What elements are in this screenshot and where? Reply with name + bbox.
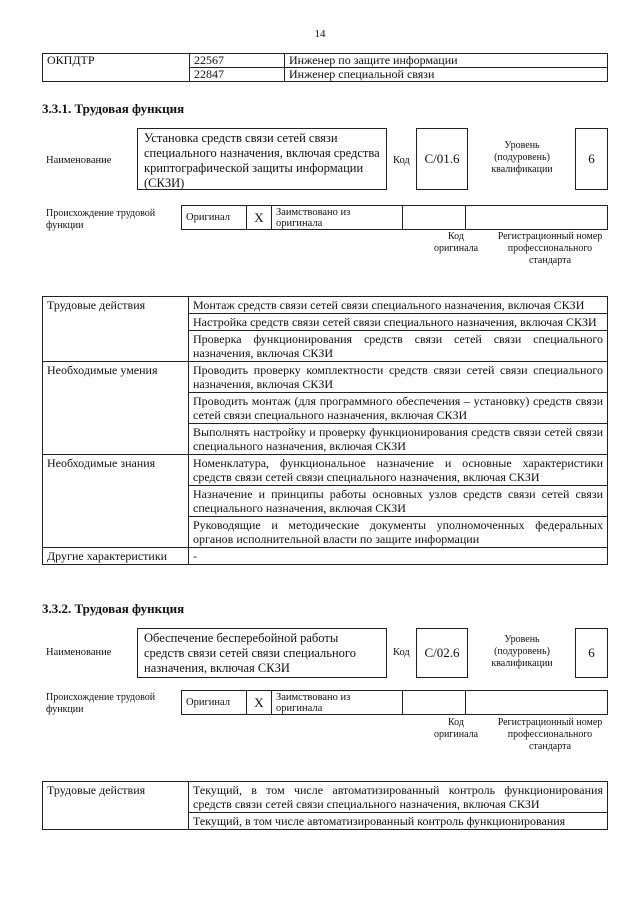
okpdtr-table (42, 53, 608, 82)
okpdtr-code: 22847 (190, 68, 285, 82)
category-cell: Другие характеристики (43, 548, 189, 565)
name-label: Наименование (46, 647, 112, 658)
level-label: Уровень (подуровень) квалификации (491, 634, 553, 669)
item-cell: Проверка функционирования средств связи сетей связи специального назначения, включая СКЗИ (189, 331, 608, 362)
original-label: Оригинал (182, 691, 247, 715)
okpdtr-name: Инженер специальной связи (285, 68, 608, 82)
table-row (43, 362, 608, 393)
reg-number-cell (466, 691, 608, 715)
okpdtr-name: Инженер по защите информации (285, 54, 608, 68)
original-label: Оригинал (182, 206, 247, 230)
code-original-cell (403, 691, 466, 715)
origin-table (181, 205, 608, 230)
okpdtr-row (43, 54, 608, 68)
original-mark: X (247, 691, 272, 715)
item-cell: Назначение и принципы работы основных узлов средств связи сетей связи специального назначения, включая СКЗИ (189, 486, 608, 517)
function-code-box: C/01.6 (416, 128, 468, 190)
function-name-box: Установка средств связи сетей связи специального назначения, включая средства криптографической защиты информации (СКЗИ) (137, 128, 387, 190)
okpdtr-code: 22567 (190, 54, 285, 68)
reg-number-caption: Регистрационный номер профессионального стандарта (497, 717, 603, 752)
table-row (43, 782, 608, 813)
item-cell: Текущий, в том числе автоматизированный контроль функционирования средств связи сетей связи специального назначения, включая СКЗИ (189, 782, 608, 813)
category-cell: Необходимые умения (43, 362, 189, 455)
table-row (43, 297, 608, 314)
item-cell: Номенклатура, функциональное назначение и основные характеристики средств связи сетей связи специального назначения, включая СКЗИ (189, 455, 608, 486)
item-cell: Проводить монтаж (для программного обеспечения – установку) средств связи сетей связи специального назначения, включая СКЗИ (189, 393, 608, 424)
code-label: Код (393, 155, 410, 166)
item-cell: Настройка средств связи сетей связи специального назначения, включая СКЗИ (189, 314, 608, 331)
item-cell: - (189, 548, 608, 565)
item-cell: Текущий, в том числе автоматизированный контроль функционирования (189, 813, 608, 830)
page-number: 14 (314, 28, 326, 40)
function-details-table (42, 296, 608, 565)
origin-label: Происхождение трудовой функции (46, 208, 156, 231)
table-row (43, 455, 608, 486)
function-level-box: 6 (575, 128, 608, 190)
okpdtr-label: ОКПДТР (43, 54, 190, 82)
table-row (43, 548, 608, 565)
item-cell: Руководящие и методические документы уполномоченных федеральных органов исполнительной власти по защите информации (189, 517, 608, 548)
borrowed-label: Заимствовано из оригинала (272, 206, 403, 230)
function-title: 3.3.1. Трудовая функция (42, 101, 185, 116)
code-original-caption: Код оригинала (433, 717, 479, 740)
code-original-cell (403, 206, 466, 230)
reg-number-caption: Регистрационный номер профессионального стандарта (497, 231, 603, 266)
name-label: Наименование (46, 155, 112, 166)
level-label: Уровень (подуровень) квалификации (491, 140, 553, 175)
function-title: 3.3.2. Трудовая функция (42, 601, 185, 616)
original-mark: X (247, 206, 272, 230)
function-level-box: 6 (575, 628, 608, 678)
category-cell: Трудовые действия (43, 782, 189, 830)
reg-number-cell (466, 206, 608, 230)
origin-label: Происхождение трудовой функции (46, 692, 156, 715)
category-cell: Трудовые действия (43, 297, 189, 362)
function-name-box: Обеспечение бесперебойной работы средств связи сетей связи специального назначения, включая СКЗИ (137, 628, 387, 678)
borrowed-label: Заимствовано из оригинала (272, 691, 403, 715)
item-cell: Выполнять настройку и проверку функционирования средств связи сетей связи специального назначения, включая СКЗИ (189, 424, 608, 455)
item-cell: Проводить проверку комплектности средств связи сетей связи специального назначения, включая СКЗИ (189, 362, 608, 393)
code-label: Код (393, 647, 410, 658)
function-code-box: C/02.6 (416, 628, 468, 678)
origin-table (181, 690, 608, 715)
item-cell: Монтаж средств связи сетей связи специального назначения, включая СКЗИ (189, 297, 608, 314)
function-details-table (42, 781, 608, 830)
code-original-caption: Код оригинала (433, 231, 479, 254)
category-cell: Необходимые знания (43, 455, 189, 548)
